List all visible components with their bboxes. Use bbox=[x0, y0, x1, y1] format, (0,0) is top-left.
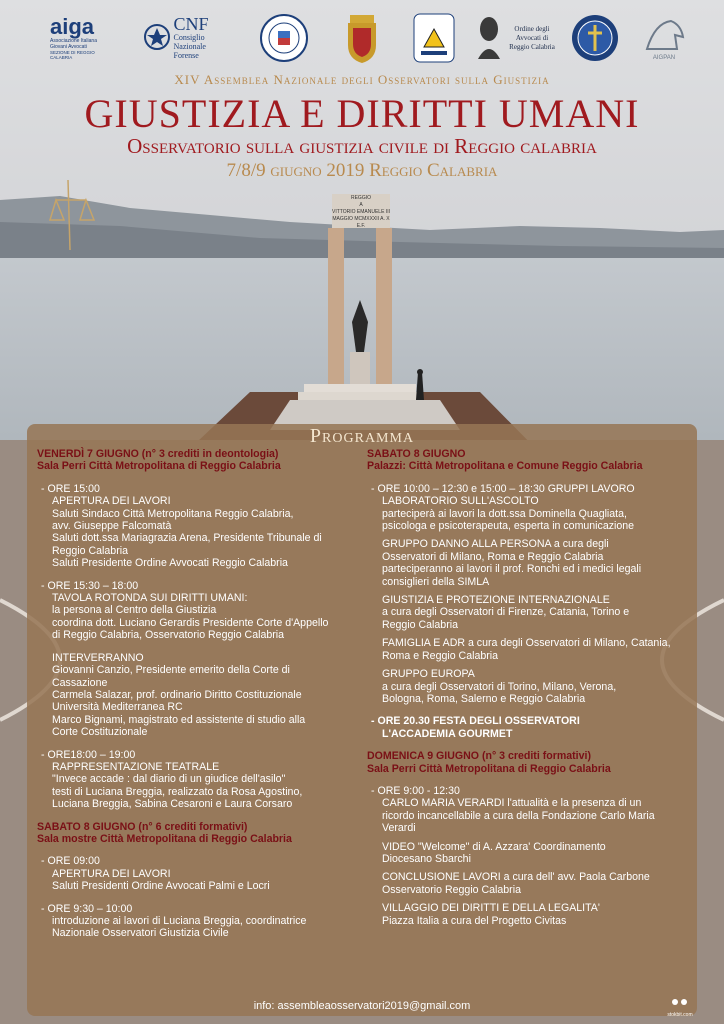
speaker-line: Corte Costituzionale bbox=[52, 726, 148, 739]
aiga-logo-section: SEZIONE DI REGGIO CALABRIA bbox=[50, 50, 95, 60]
main-title: GIUSTIZIA E DIRITTI UMANI bbox=[84, 91, 640, 136]
listening-lab-line: parteciperà ai lavori la dott.ssa Dominella Quagliata, bbox=[382, 507, 627, 520]
time-sunday: - ORE 9:00 - 12:30 bbox=[371, 784, 460, 797]
group-line: Bologna, Roma, Salerno e Reggio Calabria bbox=[382, 692, 586, 705]
verardi-line bbox=[367, 797, 697, 809]
day2-header: SABATO 8 GIUGNO (n° 6 crediti formativi) bbox=[37, 820, 248, 833]
speaker-line: Università Mediterranea RC bbox=[52, 701, 183, 714]
inscription-line-2: A bbox=[359, 202, 363, 208]
verardi-desc: l'attualità e la presenza di un bbox=[504, 797, 642, 810]
group-personal-injury-care: a cura degli bbox=[550, 538, 609, 551]
group-personal-injury bbox=[367, 538, 697, 550]
program-title: Programma bbox=[309, 425, 415, 447]
time-4-line: Saluti Presidenti Ordine Avvocati Palmi e Locri bbox=[52, 880, 270, 893]
time-3-title: RAPPRESENTAZIONE TEATRALE bbox=[52, 760, 220, 773]
time-1-line: avv. Giuseppe Falcomatà bbox=[52, 520, 172, 533]
observatory-subtitle: Osservatorio sulla giustizia civile di Reggio calabria bbox=[127, 134, 597, 158]
ordine-reggio-logo bbox=[476, 10, 566, 66]
group-personal-injury-title: GRUPPO DANNO ALLA PERSONA bbox=[382, 538, 551, 551]
time-3-line: Luciana Breggia, Sabina Cesaroni e Laura Corsaro bbox=[52, 798, 293, 811]
group-line: Roma e Reggio Calabria bbox=[382, 649, 499, 662]
speaker-line: Carmela Salazar, prof. ordinario Diritto Costituzionale bbox=[52, 688, 302, 701]
day2-place: Sala mostre Città Metropolitana di Reggio Calabria bbox=[37, 832, 292, 845]
day1-place: Sala Perri Città Metropolitana di Reggio Calabria bbox=[37, 460, 281, 473]
monument-pillar-right bbox=[376, 228, 392, 384]
conclusion-line: CONCLUSIONE LAVORI a cura dell' avv. Paola Carbone bbox=[382, 871, 650, 884]
monument-inscription bbox=[332, 195, 390, 230]
speakers-title: INTERVERRANNO bbox=[52, 651, 144, 664]
assembly-subtitle: XIV Assemblea Nazionale degli Osservatori sulla Giustizia bbox=[174, 72, 550, 87]
time-4: - ORE 09:00 bbox=[41, 855, 100, 868]
listening-lab-line: psicologa e psicoterapeuta, esperta in comunicazione bbox=[382, 520, 635, 533]
time-4-title: APERTURA DEI LAVORI bbox=[52, 867, 171, 880]
aigpan-logo bbox=[636, 10, 692, 66]
inscription-line-3: VITTORIO EMANUELE III bbox=[332, 209, 390, 215]
bust-icon bbox=[476, 13, 502, 63]
event-dates: 7/8/9 giugno 2019 Reggio Calabria bbox=[226, 160, 498, 181]
group-line: parteciperanno ai lavori il prof. Ronchi ed i medici legali bbox=[382, 563, 642, 576]
verardi-line: Verardi bbox=[382, 822, 416, 835]
verardi-title: CARLO MARIA VERARDI bbox=[382, 797, 505, 810]
party-time: - ORE 20.30 FESTA DEGLI OSSERVATORI bbox=[371, 715, 580, 728]
time-2-line: di Reggio Calabria, Osservatorio Reggio Calabria bbox=[52, 629, 285, 642]
group-family bbox=[367, 637, 697, 649]
day2-right-place: Palazzi: Città Metropolitana e Comune Reggio Calabria bbox=[367, 460, 643, 473]
program-right-column bbox=[367, 448, 697, 927]
video-line: Diocesano Sbarchi bbox=[382, 852, 471, 865]
time-2-line: la persona al Centro della Giustizia bbox=[52, 604, 217, 617]
group-europe-title: GRUPPO EUROPA bbox=[382, 668, 475, 681]
video-line: VIDEO "Welcome" di A. Azzara' Coordinamento bbox=[382, 840, 606, 853]
speaker-line: Giovanni Canzio, Presidente emerito della Corte di bbox=[52, 664, 290, 677]
inscription-line-1: REGGIO bbox=[350, 195, 371, 201]
cnf-logo-sub: Consiglio Nazionale Forense bbox=[173, 32, 206, 60]
ordine-palmi-seal-icon bbox=[570, 12, 620, 64]
group-family-title: FAMIGLIA E ADR bbox=[382, 637, 466, 650]
speaker-line: Marco Bignami, magistrato ed assistente di studio alla bbox=[52, 713, 306, 726]
cnf-logo-name: CNF bbox=[173, 13, 209, 34]
speaker-line: Cassazione bbox=[52, 676, 108, 689]
group-line: Osservatori di Milano, Roma e Reggio Calabria bbox=[382, 550, 604, 563]
conclusion-line: Osservatorio Reggio Calabria bbox=[382, 883, 521, 896]
time-2-line: coordina dott. Luciano Gerardis Presidente Corte d'Appello bbox=[52, 616, 329, 629]
group-protection-title: GIUSTIZIA E PROTEZIONE INTERNAZIONALE bbox=[382, 594, 610, 607]
day3-place: Sala Perri Città Metropolitana di Reggio Calabria bbox=[367, 762, 611, 775]
group-line: consiglieri della SIMLA bbox=[382, 575, 490, 588]
time-3-line: testi di Luciana Breggia, realizzato da Rosa Agostino, bbox=[52, 785, 303, 798]
camera-icon bbox=[670, 997, 690, 1007]
horse-icon bbox=[641, 15, 687, 55]
time-5: - ORE 9:30 – 10:00 bbox=[41, 902, 133, 915]
listening-lab-title: LABORATORIO SULL'ASCOLTO bbox=[382, 495, 539, 508]
cnf-logo bbox=[138, 12, 222, 62]
contact-email: info: assembleaosservatori2019@gmail.com bbox=[253, 1000, 471, 1012]
time-2-title: TAVOLA ROTONDA SUI DIRITTI UMANI: bbox=[52, 592, 248, 605]
aiga-logo-name: aiga bbox=[50, 14, 95, 39]
party-title: L'ACCADEMIA GOURMET bbox=[382, 727, 513, 740]
stokbit-credit bbox=[662, 994, 698, 1018]
time-3: - ORE18:00 – 19:00 bbox=[41, 748, 136, 761]
group-line: Reggio Calabria bbox=[382, 618, 458, 631]
time-1-line: Saluti Sindaco Città Metropolitana Reggio Calabria, bbox=[52, 507, 294, 520]
time-2: - ORE 15:30 – 18:00 bbox=[41, 579, 139, 592]
group-line: a cura degli Osservatori di Torino, Milano, Verona, bbox=[382, 680, 617, 693]
day2-right-header: SABATO 8 GIUGNO bbox=[367, 448, 466, 460]
village-line: Piazza Italia a cura del Progetto Civitas bbox=[382, 914, 567, 927]
inscription-line-4: MAGGIO MCMXXXII A. X E.F. bbox=[332, 216, 390, 229]
ordine-reggio-name: Ordine degli Avvocati di Reggio Calabria bbox=[509, 24, 555, 51]
verardi-line: ricordo incancellabile a cura della Fondazione Carlo Maria bbox=[382, 809, 655, 822]
time-1-line: Reggio Calabria bbox=[52, 544, 128, 557]
time-1-line: Saluti Presidente Ordine Avvocati Reggio Calabria bbox=[52, 557, 288, 570]
metropolitan-city-seal-icon bbox=[258, 12, 310, 64]
time-1-title: APERTURA DEI LAVORI bbox=[52, 495, 171, 508]
aigpan-name: AIGPAN bbox=[652, 55, 676, 61]
monument-pillar-left bbox=[328, 228, 344, 384]
credit-text: stokbit.com bbox=[667, 1012, 693, 1018]
group-line: a cura degli Osservatori di Firenze, Catania, Torino e bbox=[382, 606, 630, 619]
day3-header: DOMENICA 9 GIUGNO (n° 3 crediti formativi) bbox=[367, 750, 591, 763]
city-coat-of-arms-icon bbox=[340, 10, 384, 66]
village-line: VILLAGGIO DEI DIRITTI E DELLA LEGALITA' bbox=[382, 902, 600, 915]
time-1-line: Saluti dott.ssa Mariagrazia Arena, Presidente Tribunale di bbox=[52, 532, 322, 545]
group-family-care: a cura degli Osservatori di Milano, Catania, bbox=[465, 637, 671, 650]
day1-header: VENERDÌ 7 GIUGNO (n° 3 crediti in deontologia) bbox=[37, 448, 279, 460]
time-1: - ORE 15:00 bbox=[41, 482, 100, 495]
program-left-column bbox=[37, 448, 355, 940]
time-5-line: introduzione ai lavori di Luciana Breggia, coordinatrice bbox=[52, 915, 307, 927]
republic-emblem-icon bbox=[143, 23, 171, 51]
aiga-logo bbox=[50, 12, 116, 64]
time-5-line: Nazionale Osservatori Giustizia Civile bbox=[52, 927, 229, 940]
time-3-line: "Invece accade : dal diario di un giudice dell'asilo" bbox=[52, 773, 286, 786]
observatory-badge-icon bbox=[412, 12, 456, 64]
working-groups-time: - ORE 10:00 – 12:30 e 15:00 – 18:30 GRUPPI LAVORO bbox=[371, 482, 635, 495]
aiga-logo-sub: Associazione Italiana Giovani Avvocati bbox=[50, 38, 97, 50]
